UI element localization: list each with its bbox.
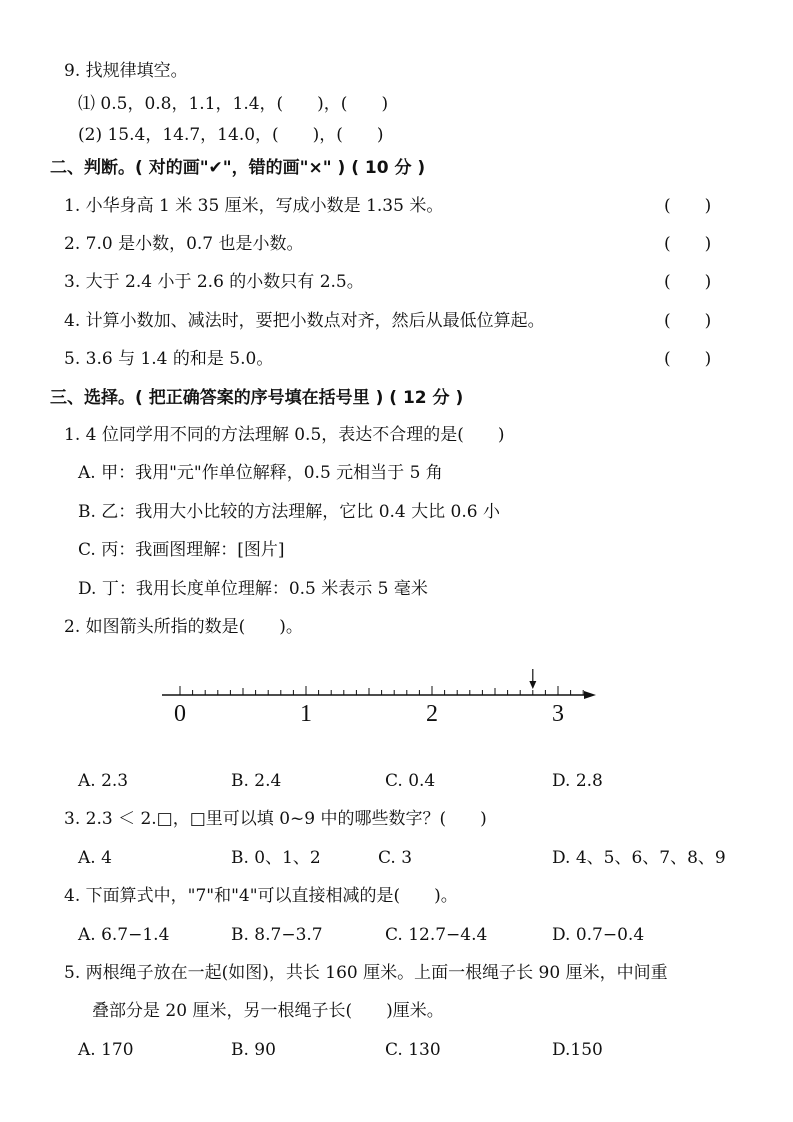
choice-q5-option-b[interactable]: B. 90	[231, 1040, 276, 1060]
judge-item-4: 4. 计算小数加、减法时，要把小数点对齐，然后从最低位算起。	[64, 311, 545, 331]
choice-q1-option-d[interactable]: D. 丁：我用长度单位理解：0.5 米表示 5 毫米	[78, 579, 428, 599]
choice-q2-option-d[interactable]: D. 2.8	[552, 771, 603, 791]
choice-q3-option-c[interactable]: C. 3	[378, 848, 413, 868]
choice-q1-option-a[interactable]: A. 甲：我用"元"作单位解释，0.5 元相当于 5 角	[78, 463, 443, 483]
judge-item-1: 1. 小华身高 1 米 35 厘米，写成小数是 1.35 米。	[64, 196, 444, 216]
number-line-label: 1	[300, 701, 312, 727]
judge-answer-1[interactable]: ( )	[664, 196, 712, 216]
choice-q5-stem-line2: 叠部分是 20 厘米，另一根绳子长( )厘米。	[92, 1001, 444, 1021]
choice-q1-stem: 1. 4 位同学用不同的方法理解 0.5，表达不合理的是( )	[64, 425, 505, 445]
choice-q5-option-c[interactable]: C. 130	[385, 1040, 441, 1060]
choice-q1-option-b[interactable]: B. 乙：我用大小比较的方法理解，它比 0.4 大比 0.6 小	[78, 502, 500, 522]
number-line-ticks	[180, 686, 583, 695]
number-line-pointer	[529, 669, 536, 689]
choice-q4-option-d[interactable]: D. 0.7−0.4	[552, 925, 645, 945]
judge-item-5: 5. 3.6 与 1.4 的和是 5.0。	[64, 349, 274, 369]
choice-q5-stem-line1: 5. 两根绳子放在一起(如图)，共长 160 厘米。上面一根绳子长 90 厘米，中间重	[64, 963, 668, 983]
number-line-label: 3	[552, 701, 564, 727]
judge-item-3: 3. 大于 2.4 小于 2.6 的小数只有 2.5。	[64, 272, 364, 292]
choice-q2-option-a[interactable]: A. 2.3	[78, 771, 129, 791]
choice-q1-option-c[interactable]: C. 丙：我画图理解：[图片]	[78, 540, 285, 560]
choice-q5-option-d[interactable]: D.150	[552, 1040, 603, 1060]
q9-title: 9. 找规律填空。	[64, 61, 188, 81]
choice-q4-option-c[interactable]: C. 12.7−4.4	[385, 925, 488, 945]
judge-answer-3[interactable]: ( )	[664, 272, 712, 292]
number-line-pointer-head	[529, 681, 536, 689]
choice-q3-option-d[interactable]: D. 4、5、6、7、8、9	[552, 848, 726, 868]
section2-heading: 二、判断。( 对的画"✔"，错的画"×" ) ( 10 分 )	[50, 158, 426, 178]
choice-q5-option-a[interactable]: A. 170	[78, 1040, 134, 1060]
judge-answer-2[interactable]: ( )	[664, 234, 712, 254]
choice-q3-stem: 3. 2.3 ＜ 2.□，□里可以填 0~9 中的哪些数字？( )	[64, 809, 487, 829]
q9-line1: ⑴ 0.5，0.8，1.1，1.4，( )，( )	[78, 94, 389, 114]
number-line-arrowhead	[584, 691, 596, 699]
choice-q2-option-b[interactable]: B. 2.4	[231, 771, 282, 791]
number-line-label: 2	[426, 701, 438, 727]
choice-q3-option-b[interactable]: B. 0、1、2	[231, 848, 321, 868]
number-line-label: 0	[174, 701, 186, 727]
judge-answer-4[interactable]: ( )	[664, 311, 712, 331]
number-line-labels	[174, 701, 564, 727]
number-line-figure	[150, 660, 610, 730]
choice-q2-option-c[interactable]: C. 0.4	[385, 771, 436, 791]
choice-q3-option-a[interactable]: A. 4	[78, 848, 112, 868]
choice-q2-stem: 2. 如图箭头所指的数是( )。	[64, 617, 303, 637]
choice-q4-option-b[interactable]: B. 8.7−3.7	[231, 925, 323, 945]
section3-heading: 三、选择。( 把正确答案的序号填在括号里 ) ( 12 分 )	[50, 388, 464, 408]
choice-q4-option-a[interactable]: A. 6.7−1.4	[78, 925, 170, 945]
q9-line2: (2) 15.4，14.7，14.0，( )，( )	[78, 125, 384, 145]
judge-answer-5[interactable]: ( )	[664, 349, 712, 369]
judge-item-2: 2. 7.0 是小数，0.7 也是小数。	[64, 234, 304, 254]
choice-q4-stem: 4. 下面算式中，"7"和"4"可以直接相减的是( )。	[64, 886, 458, 906]
